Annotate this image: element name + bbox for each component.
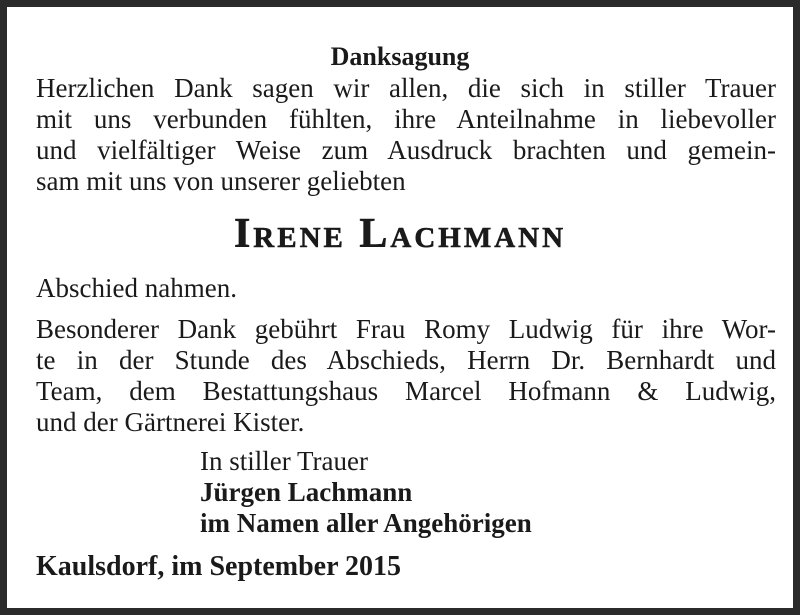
- farewell-line: Abschied nahmen.: [36, 273, 237, 303]
- special-thanks-line-3: Team, dem Bestattungshaus Marcel Hofmann & Ludwig,: [36, 376, 776, 406]
- special-thanks-line-1: Besonderer Dank gebührt Frau Romy Ludwig für ihre Wor-: [36, 314, 776, 344]
- thanks-line-4: sam mit uns von unserer geliebten: [36, 166, 406, 196]
- thanks-line-1: Herzlichen Dank sagen wir allen, die sich in stiller Trauer: [36, 73, 776, 103]
- signer-on-behalf: im Namen aller Angehörigen: [200, 508, 532, 538]
- signer-name: Jürgen Lachmann: [200, 477, 413, 507]
- notice-heading: Danksagung: [330, 42, 470, 71]
- closing-phrase: In stiller Trauer: [200, 446, 368, 476]
- special-thanks-line-4: und der Gärtnerei Kister.: [36, 407, 305, 437]
- thanks-line-2: mit uns verbunden fühlten, ihre Anteilnahme in liebevoller: [36, 104, 776, 134]
- thanks-line-3: und vielfältiger Weise zum Ausdruck brachten und gemein-: [36, 135, 776, 165]
- deceased-name: Irene Lachmann: [233, 211, 567, 257]
- place-date: Kaulsdorf, im September 2015: [36, 551, 402, 582]
- special-thanks-line-2: te in der Stunde des Abschieds, Herrn Dr. Bernhardt und: [36, 345, 776, 375]
